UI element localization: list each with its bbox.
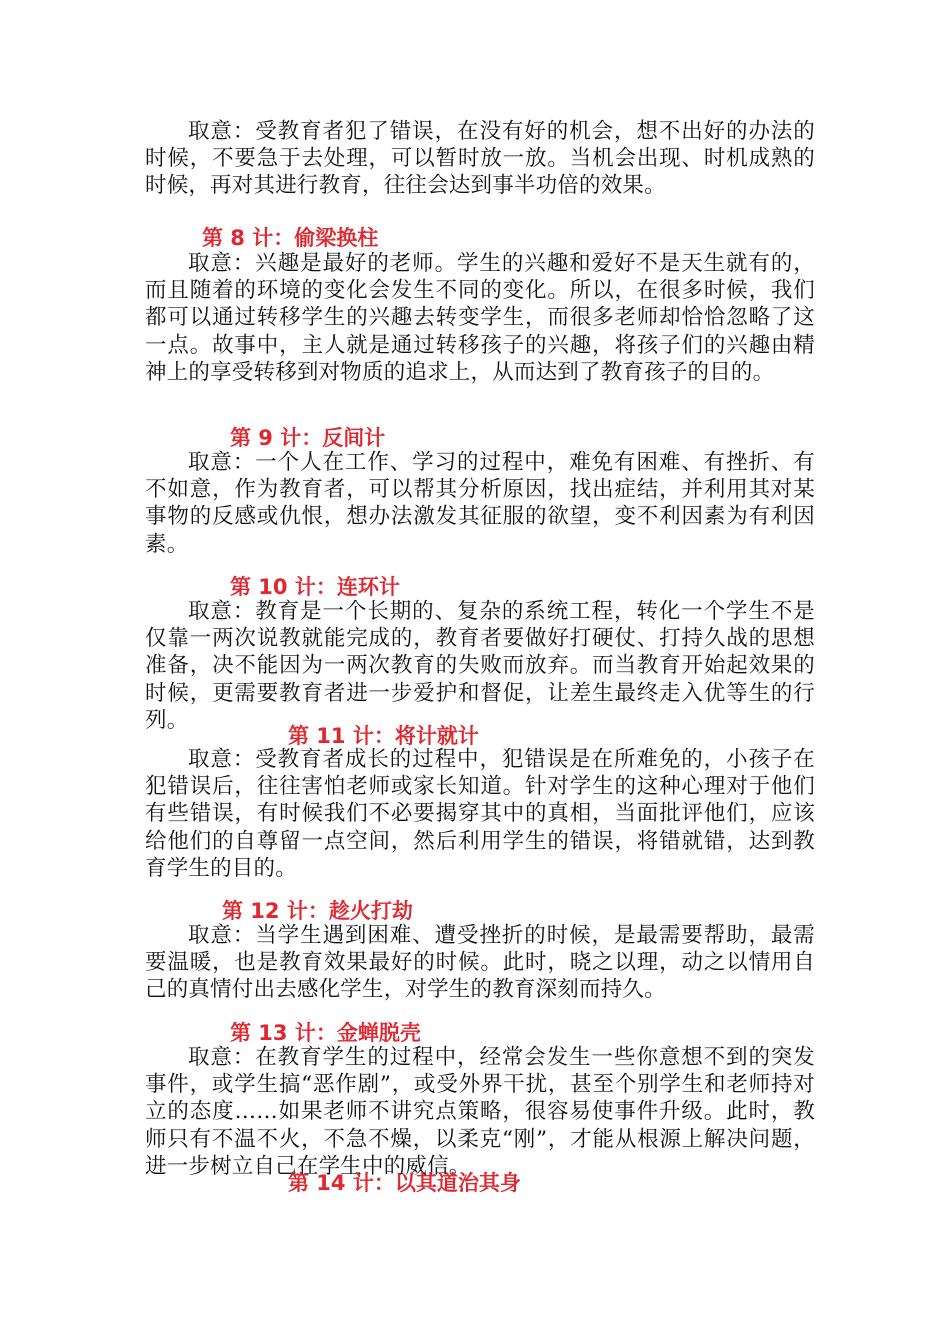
paragraph-stratagem-12: 取意：当学生遇到困难、遭受挫折的时候，是最需要帮助，最需要温暖，也是教育效果最好的时候。此时，晓之以理，动之以情用自己的真情付出去感化学生，对学生的教育深刻而持久。 — [145, 923, 815, 1003]
paragraph-stratagem-11: 取意：受教育者成长的过程中，犯错误是在所难免的，小孩子在犯错误后，往往害怕老师或家长知道。针对学生的这种心理对于他们有些错误，有时候我们不必要揭穿其中的真相，当面批评他们，应该给他们的自尊留一点空间，然后利用学生的错误，将错就错，达到教育学生的目的。 — [145, 747, 815, 881]
heading-stratagem-8: 第 8 计：偷梁换柱 — [202, 226, 379, 250]
paragraph-stratagem-10: 取意：教育是一个长期的、复杂的系统工程，转化一个学生不是仅靠一两次说教就能完成的，教育者要做好打硬仗、打持久战的思想准备，决不能因为一两次教育的失败而放弃。而当教育开始起效果的时候，更需要教育者进一步爱护和督促，让差生最终走入优等生的行列。 — [145, 599, 815, 733]
paragraph-stratagem-13: 取意：在教育学生的过程中，经常会发生一些你意想不到的突发事件，或学生搞“恶作剧”，或受外界干扰，甚至个别学生和老师持对立的态度……如果老师不讲究点策略，很容易使事件升级。此时，教师只有不温不火，不急不燥，以柔克“刚”，才能从根源上解决问题，进一步树立自己在学生中的威信。 — [145, 1045, 815, 1179]
paragraph-intro: 取意：受教育者犯了错误，在没有好的机会，想不出好的办法的时候，不要急于去处理，可以暂时放一放。当机会出现、时机成熟的时候，再对其进行教育，往往会达到事半功倍的效果。 — [145, 119, 815, 199]
heading-stratagem-14: 第 14 计：以其道治其身 — [288, 1171, 521, 1195]
heading-stratagem-13: 第 13 计：金蝉脱壳 — [230, 1021, 421, 1045]
heading-stratagem-11: 第 11 计：将计就计 — [288, 724, 479, 748]
heading-stratagem-10: 第 10 计：连环计 — [230, 575, 400, 599]
heading-stratagem-9: 第 9 计：反间计 — [230, 426, 386, 450]
paragraph-stratagem-9: 取意：一个人在工作、学习的过程中，难免有困难、有挫折、有不如意，作为教育者，可以帮其分析原因，找出症结，并利用其对某事物的反感或仇恨，想办法激发其征服的欲望，变不利因素为有利因素。 — [145, 450, 815, 557]
paragraph-stratagem-8: 取意：兴趣是最好的老师。学生的兴趣和爱好不是天生就有的，而且随着的环境的变化会发生不同的变化。所以，在很多时候，我们都可以通过转移学生的兴趣去转变学生，而很多老师却恰恰忽略了这一点。故事中，主人就是通过转移孩子的兴趣，将孩子们的兴趣由精神上的享受转移到对物质的追求上，从而达到了教育孩子的目的。 — [145, 251, 815, 385]
heading-stratagem-12: 第 12 计：趁火打劫 — [222, 899, 413, 923]
